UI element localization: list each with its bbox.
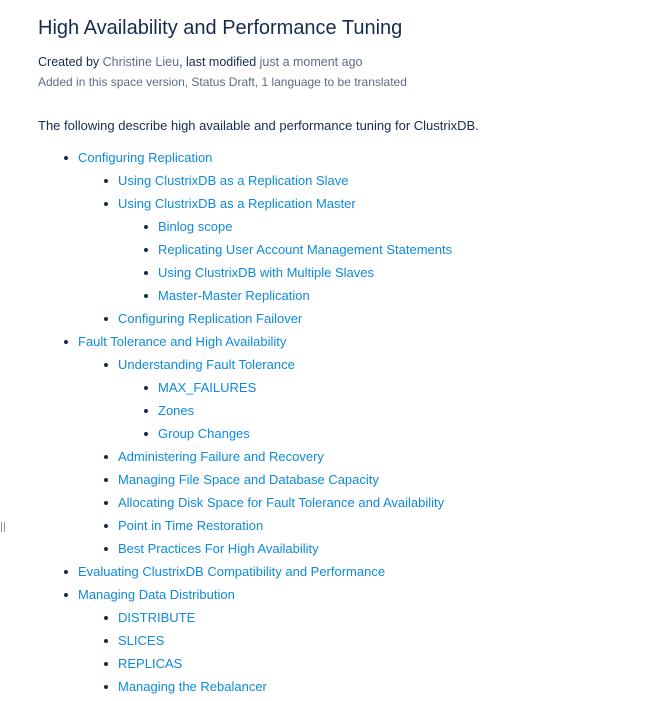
last-modified-label: , last modified <box>179 55 260 69</box>
toc-link[interactable]: MAX_FAILURES <box>158 380 257 395</box>
bullet-icon <box>144 294 148 298</box>
bullet-icon <box>104 547 108 551</box>
toc-item <box>38 517 638 540</box>
toc-item <box>38 287 638 310</box>
toc-item <box>38 310 638 333</box>
toc-link[interactable]: Configuring Replication Failover <box>118 311 303 326</box>
toc-link[interactable]: Best Practices For High Availability <box>118 541 319 556</box>
bullet-icon <box>104 202 108 206</box>
bullet-icon <box>144 225 148 229</box>
toc-item <box>38 448 638 471</box>
toc-link[interactable]: Using ClustrixDB with Multiple Slaves <box>158 265 375 280</box>
toc-link[interactable]: Binlog scope <box>158 219 233 234</box>
toc-link[interactable]: Replicating User Account Management Statements <box>158 242 453 257</box>
toc-link[interactable]: Zones <box>158 403 195 418</box>
toc-link[interactable]: Configuring Replication <box>78 150 213 165</box>
bullet-icon <box>144 248 148 252</box>
toc-item <box>38 540 638 563</box>
toc-item <box>38 172 638 195</box>
bullet-icon <box>64 340 68 344</box>
toc-link[interactable]: Managing Data Distribution <box>78 587 235 602</box>
toc-item <box>38 655 638 678</box>
toc-item <box>38 425 638 448</box>
bullet-icon <box>144 271 148 275</box>
bullet-icon <box>104 662 108 666</box>
toc-link[interactable]: Understanding Fault Tolerance <box>118 357 295 372</box>
toc-link[interactable]: Master-Master Replication <box>158 288 310 303</box>
bullet-icon <box>104 524 108 528</box>
bullet-icon <box>104 639 108 643</box>
toc-item <box>38 241 638 264</box>
modified-time-link[interactable]: just a moment ago <box>259 55 363 69</box>
bullet-icon <box>144 386 148 390</box>
toc-item <box>38 586 638 609</box>
bullet-icon <box>104 685 108 689</box>
bullet-icon <box>64 570 68 574</box>
page-status-line: Added in this space version, Status Draft, 1 language to be translated <box>38 75 407 89</box>
toc-link[interactable]: REPLICAS <box>118 656 183 671</box>
bullet-icon <box>104 501 108 505</box>
toc-item <box>38 494 638 517</box>
page-byline <box>38 54 638 70</box>
bullet-icon <box>104 616 108 620</box>
bullet-icon <box>144 409 148 413</box>
toc-link[interactable]: Using ClustrixDB as a Replication Slave <box>118 173 349 188</box>
toc-link[interactable]: Fault Tolerance and High Availability <box>78 334 287 349</box>
table-of-contents <box>38 149 638 701</box>
toc-item <box>38 678 638 701</box>
toc-link[interactable]: Administering Failure and Recovery <box>118 449 324 464</box>
intro-paragraph: The following describe high available and performance tuning for ClustrixDB. <box>38 118 479 133</box>
toc-item <box>38 333 638 356</box>
toc-item <box>38 218 638 241</box>
bullet-icon <box>144 432 148 436</box>
resize-handle-icon[interactable] <box>1 522 5 532</box>
bullet-icon <box>104 179 108 183</box>
toc-item <box>38 632 638 655</box>
page-title: High Availability and Performance Tuning <box>38 17 403 39</box>
bullet-icon <box>64 156 68 160</box>
toc-link[interactable]: DISTRIBUTE <box>118 610 196 625</box>
page-content <box>38 14 638 701</box>
toc-item <box>38 402 638 425</box>
toc-link[interactable]: SLICES <box>118 633 165 648</box>
toc-link[interactable]: Managing the Rebalancer <box>118 679 267 694</box>
bullet-icon <box>104 478 108 482</box>
bullet-icon <box>104 317 108 321</box>
toc-link[interactable]: Group Changes <box>158 426 250 441</box>
toc-item <box>38 149 638 172</box>
toc-item <box>38 563 638 586</box>
bullet-icon <box>104 455 108 459</box>
bullet-icon <box>64 593 68 597</box>
toc-link[interactable]: Evaluating ClustrixDB Compatibility and Performance <box>78 564 386 579</box>
toc-link[interactable]: Managing File Space and Database Capacity <box>118 472 379 487</box>
toc-item <box>38 356 638 379</box>
toc-item <box>38 264 638 287</box>
author-link[interactable]: Christine Lieu <box>102 55 180 69</box>
toc-link[interactable]: Point in Time Restoration <box>118 518 264 533</box>
toc-item <box>38 195 638 218</box>
toc-item <box>38 609 638 632</box>
bullet-icon <box>104 363 108 367</box>
toc-item <box>38 471 638 494</box>
toc-item <box>38 379 638 402</box>
toc-link[interactable]: Allocating Disk Space for Fault Tolerance and Availability <box>118 495 445 510</box>
created-by-label: Created by <box>38 55 103 69</box>
toc-link[interactable]: Using ClustrixDB as a Replication Master <box>118 196 356 211</box>
